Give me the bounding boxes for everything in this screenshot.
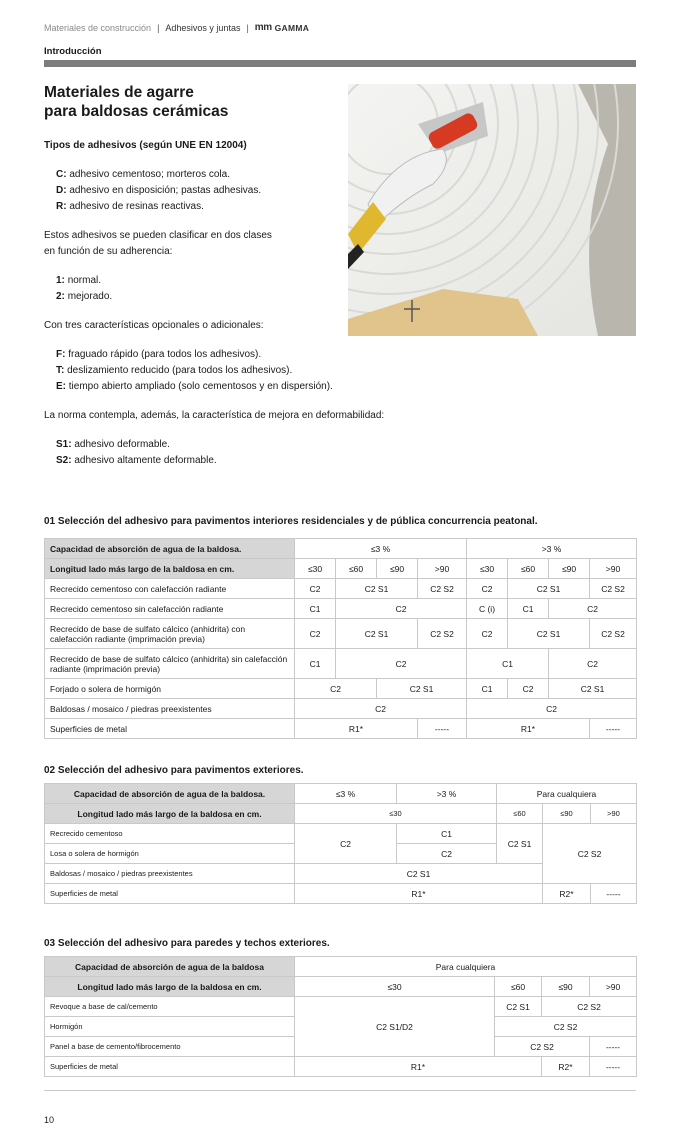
header-cell: >90 [590, 977, 637, 997]
row-label: Recrecido cementoso con calefacción radiante [45, 579, 295, 599]
table-cell: C2 S1 [377, 679, 467, 699]
header-cell: >90 [590, 559, 637, 579]
header-cell: ≤60 [497, 804, 543, 824]
table-cell: C2 [467, 619, 508, 649]
page-title-line-2: para baldosas cerámicas [44, 103, 229, 120]
table-cell: C2 S2 [418, 619, 467, 649]
table-cell: C2 S1 [336, 619, 418, 649]
table-cell: C2 S2 [418, 579, 467, 599]
table-cell: C2 [549, 649, 637, 679]
table-cell: C2 S1 [497, 824, 543, 864]
table-row [45, 784, 637, 804]
table-3 [44, 956, 637, 1077]
header-cell: Longitud lado más largo de la baldosa en cm. [45, 559, 295, 579]
table-cell: C1 [295, 649, 336, 679]
table-1 [44, 538, 637, 739]
gamma-logo [255, 22, 309, 33]
header-cell: ≤90 [543, 804, 591, 824]
table-cell: R1* [295, 884, 543, 904]
table-cell: C2 S1/D2 [295, 997, 495, 1057]
row-label: Baldosas / mosaico / piedras preexistentes [45, 864, 295, 884]
header-cell: ≤30 [295, 804, 497, 824]
adherence-list [56, 273, 364, 305]
list-item: E: tiempo abierto ampliado (solo cementosos y en dispersión). [56, 381, 333, 392]
table-row [45, 649, 637, 679]
page-number: 10 [44, 1115, 55, 1125]
table-cell: C2 [295, 824, 397, 864]
header-cell: Longitud lado más largo de la baldosa en cm. [45, 977, 295, 997]
row-label: Recrecido de base de sulfato cálcico (anhidrita) sin calefacción radiante (imprimación previa) [45, 649, 295, 679]
table-row [45, 599, 637, 619]
breadcrumb-separator: | [157, 22, 160, 33]
table-cell: C1 [397, 824, 497, 844]
table-row [45, 824, 637, 844]
section-label: Introducción [44, 46, 102, 57]
header-cell: ≤60 [495, 977, 542, 997]
header-cell: Capacidad de absorción de agua de la baldosa. [45, 539, 295, 559]
list-item: S2: adhesivo altamente deformable. [56, 455, 217, 466]
table-cell: C2 [467, 699, 637, 719]
table-cell: C (i) [467, 599, 508, 619]
table-row [45, 619, 637, 649]
page-title [44, 83, 228, 121]
table-3-title: 03 Selección del adhesivo para paredes y techos exteriores. [44, 938, 330, 949]
table-cell: C1 [467, 679, 508, 699]
header-cell: Capacidad de absorción de agua de la baldosa. [45, 784, 295, 804]
table-row [45, 977, 637, 997]
gamma-logo-text: GAMMA [274, 22, 310, 33]
table-1-title: 01 Selección del adhesivo para pavimentos interiores residenciales y de pública concurrencia peatonal. [44, 516, 538, 527]
list-item: S1: adhesivo deformable. [56, 439, 170, 450]
table-cell: C2 [295, 619, 336, 649]
table-cell: ----- [590, 1037, 637, 1057]
row-label: Panel a base de cemento/fibrocemento [45, 1037, 295, 1057]
header-cell: ≤90 [549, 559, 590, 579]
table-cell: R1* [295, 719, 418, 739]
header-cell: ≤60 [508, 559, 549, 579]
table-cell: C2 S2 [590, 619, 637, 649]
table-cell: C2 [336, 649, 467, 679]
table-cell: C2 [508, 679, 549, 699]
table-row [45, 699, 637, 719]
header-cell: ≤60 [336, 559, 377, 579]
adhesive-types-heading: Tipos de adhesivos (según UNE EN 12004) [44, 140, 247, 151]
table-2 [44, 783, 637, 904]
breadcrumb-separator: | [246, 22, 249, 33]
intro-text [44, 138, 385, 482]
table-cell: C1 [508, 599, 549, 619]
table-cell: ----- [590, 719, 637, 739]
table-cell: C2 [397, 844, 497, 864]
header-divider [44, 60, 636, 67]
list-item: 2: mejorado. [56, 291, 113, 302]
table-cell: R2* [542, 1057, 590, 1077]
breadcrumb-item-adhesives[interactable]: Adhesivos y juntas [165, 22, 241, 33]
row-label: Baldosas / mosaico / piedras preexistentes [45, 699, 295, 719]
header-cell: ≤30 [295, 559, 336, 579]
optional-list [56, 347, 364, 395]
norm-paragraph: La norma contempla, además, la característica de mejora en deformabilidad: [44, 410, 385, 421]
tiling-photo [348, 84, 636, 336]
table-cell: C2 [295, 679, 377, 699]
list-item: T: deslizamiento reducido (para todos los adhesivos). [56, 365, 293, 376]
header-cell: Para cualquiera [295, 957, 637, 977]
table-cell: C2 [549, 599, 637, 619]
header-cell: Capacidad de absorción de agua de la baldosa [45, 957, 295, 977]
row-label: Superficies de metal [45, 1057, 295, 1077]
table-cell: C2 S1 [336, 579, 418, 599]
row-label: Forjado o solera de hormigón [45, 679, 295, 699]
table-row [45, 579, 637, 599]
list-item: F: fraguado rápido (para todos los adhesivos). [56, 349, 262, 360]
row-label: Superficies de metal [45, 884, 295, 904]
header-cell: ≤90 [542, 977, 590, 997]
header-cell: Para cualquiera [497, 784, 637, 804]
header-cell: >3 % [467, 539, 637, 559]
table-cell: C1 [467, 649, 549, 679]
table-cell: C2 S1 [495, 997, 542, 1017]
table-cell: C2 S2 [495, 1037, 590, 1057]
header-cell: ≤3 % [295, 784, 397, 804]
breadcrumb-item-materials[interactable]: Materiales de construcción [44, 22, 152, 33]
list-item: D: adhesivo en disposición; pastas adhesivas. [56, 185, 262, 196]
row-label: Recrecido cementoso [45, 824, 295, 844]
header-cell: ≤30 [467, 559, 508, 579]
table-cell: C2 S2 [590, 579, 637, 599]
optional-paragraph: Con tres características opcionales o adicionales: [44, 320, 264, 331]
table-cell: R2* [543, 884, 591, 904]
list-item: C: adhesivo cementoso; morteros cola. [56, 169, 230, 180]
table-row [45, 997, 637, 1017]
row-label: Recrecido cementoso sin calefacción radiante [45, 599, 295, 619]
table-cell: C2 [467, 579, 508, 599]
breadcrumb [44, 22, 309, 33]
deform-list [56, 437, 364, 469]
header-cell: Longitud lado más largo de la baldosa en cm. [45, 804, 295, 824]
row-label: Hormigón [45, 1017, 295, 1037]
adhesive-types-list [56, 167, 364, 215]
table-cell: C2 S1 [508, 619, 590, 649]
row-label: Revoque a base de cal/cemento [45, 997, 295, 1017]
page-title-line-1: Materiales de agarre [44, 84, 194, 101]
table-cell: ----- [591, 884, 637, 904]
table-cell: C2 S2 [495, 1017, 637, 1037]
footer-divider [44, 1090, 636, 1091]
header-cell: ≤3 % [295, 539, 467, 559]
table-cell: ----- [590, 1057, 637, 1077]
table-row [45, 559, 637, 579]
row-label: Superficies de metal [45, 719, 295, 739]
table-cell: C2 [295, 579, 336, 599]
table-cell: C2 [295, 699, 467, 719]
table-row [45, 719, 637, 739]
table-cell: C2 S1 [295, 864, 543, 884]
table-row [45, 884, 637, 904]
header-cell: ≤30 [295, 977, 495, 997]
table-row [45, 804, 637, 824]
table-row [45, 957, 637, 977]
table-row [45, 679, 637, 699]
table-cell: C2 S2 [543, 824, 637, 884]
table-cell: C2 S1 [549, 679, 637, 699]
table-cell: C2 [336, 599, 467, 619]
table-row [45, 539, 637, 559]
table-cell: R1* [295, 1057, 542, 1077]
classification-paragraph: Estos adhesivos se pueden clasificar en dos clases en función de su adherencia: [44, 230, 272, 257]
table-cell: R1* [467, 719, 590, 739]
list-item: R: adhesivo de resinas reactivas. [56, 201, 204, 212]
row-label: Recrecido de base de sulfato cálcico (anhidrita) con calefacción radiante (imprimación previa) [45, 619, 295, 649]
table-2-title: 02 Selección del adhesivo para pavimentos exteriores. [44, 765, 304, 776]
header-cell: >90 [591, 804, 637, 824]
table-cell: C1 [295, 599, 336, 619]
gamma-logo-mark: mm [254, 22, 272, 33]
table-row [45, 1057, 637, 1077]
table-cell: C2 S2 [542, 997, 637, 1017]
header-cell: >90 [418, 559, 467, 579]
table-cell: ----- [418, 719, 467, 739]
table-cell: C2 S1 [508, 579, 590, 599]
row-label: Losa o solera de hormigón [45, 844, 295, 864]
list-item: 1: normal. [56, 275, 102, 286]
header-cell: >3 % [397, 784, 497, 804]
header-cell: ≤90 [377, 559, 418, 579]
